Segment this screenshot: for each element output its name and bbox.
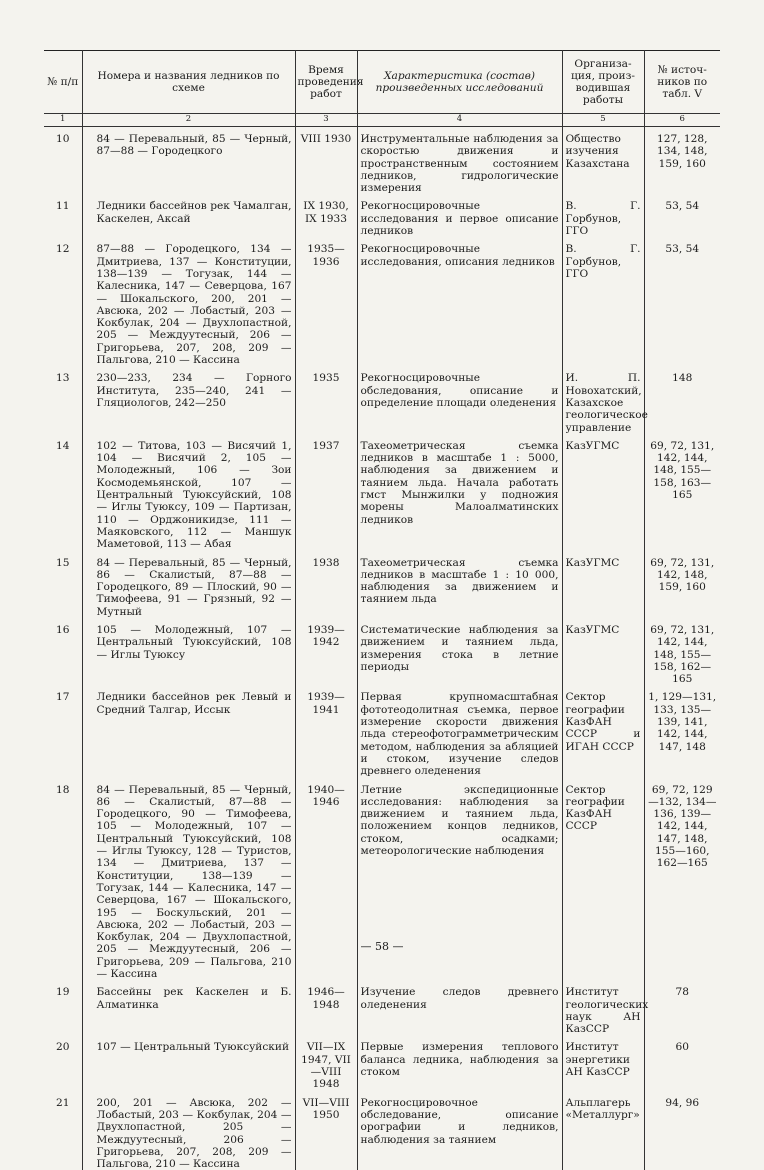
work-period: 1938 <box>295 551 357 618</box>
table-row <box>44 1091 720 1170</box>
glacier-names: 230—233, 234 — Горного Института, 235—240, 241 — Гляциологов, 242—250 <box>82 366 295 433</box>
research-description: Рекогносцировочные исследования, описания ледников <box>357 237 562 366</box>
table-row <box>44 366 720 433</box>
work-period: 1937 <box>295 434 357 551</box>
organization: В. Г. Горбунов, ГГО <box>562 194 644 237</box>
glacier-names: 84 — Перевальный, 85 — Черный, 86 — Скалистый, 87—88 — Городецкого, 89 — Плоский, 90 — Тимофеева, 91 — Грязный, 92 — Мутный <box>82 551 295 618</box>
row-number: 18 <box>44 778 82 981</box>
table-row <box>44 980 720 1035</box>
research-description: Первые измерения теплового баланса ледника, наблюдения за стоком <box>357 1035 562 1090</box>
research-description: Тахеометрическая съемка ледников в масштабе 1 : 10 000, наблюдения за движением и таянием льда <box>357 551 562 618</box>
organization: КазУГМС <box>562 551 644 618</box>
row-number: 10 <box>44 127 82 195</box>
glacier-names: 84 — Перевальный, 85 — Черный, 87—88 — Городецкого <box>82 127 295 195</box>
column-number: 5 <box>562 114 644 127</box>
source-numbers: 69, 72, 129—132, 134—136, 139—142, 144, 147, 148, 155—160, 162—165 <box>644 778 720 981</box>
page-number: — 58 — <box>0 940 764 953</box>
header-src: № источ-ников по табл. V <box>644 51 720 114</box>
work-period: 1939—1941 <box>295 685 357 777</box>
column-number: 6 <box>644 114 720 127</box>
row-number: 17 <box>44 685 82 777</box>
glacier-names: Ледники бассейнов рек Левый и Средний Талгар, Иссык <box>82 685 295 777</box>
column-number: 4 <box>357 114 562 127</box>
organization: Сектор географии КазФАН СССР <box>562 778 644 981</box>
organization: КазУГМС <box>562 618 644 685</box>
source-numbers: 127, 128, 134, 148, 159, 160 <box>644 127 720 195</box>
row-number: 13 <box>44 366 82 433</box>
organization: Институт геологических наук АН КазССР <box>562 980 644 1035</box>
research-description: Тахеометрическая съемка ледников в масштабе 1 : 5000, наблюдения за движением и таянием льда. Начала работать гмст Мынжилки у подножия морены Малоалматинских ледников <box>357 434 562 551</box>
source-numbers: 69, 72, 131, 142, 144, 148, 155—158, 162—165 <box>644 618 720 685</box>
header-num: № п/п <box>44 51 82 114</box>
table-row <box>44 1035 720 1090</box>
glacier-research-table <box>44 50 720 1170</box>
work-period: VIII 1930 <box>295 127 357 195</box>
source-numbers: 148 <box>644 366 720 433</box>
source-numbers: 94, 96 <box>644 1091 720 1170</box>
work-period: 1935 <box>295 366 357 433</box>
glacier-names: 87—88 — Городецкого, 134 — Дмитриева, 137 — Конституции, 138—139 — Тогузак, 144 — Калесника, 147 — Северцова, 167 — Шокальского, 200, 201 — Авсюка, 202 — Лобастый, 203 — Кокбулак, 204 — Двухлопастной, 205 — Междуутесный, 206 — Григорьева, 207, 208, 209 — Пальгова, 210 — Кассина <box>82 237 295 366</box>
header-org: Организа-ция, произ-водившая работы <box>562 51 644 114</box>
table-row <box>44 194 720 237</box>
research-description: Летние экспедиционные исследования: наблюдения за движением и таянием льда, положением концов ледников, стоком, осадками; метеорологические наблюдения <box>357 778 562 981</box>
glacier-names: Бассейны рек Каскелен и Б. Алматинка <box>82 980 295 1035</box>
research-description: Систематические наблюдения за движением и таянием льда, измерения стока в летние периоды <box>357 618 562 685</box>
header-names: Номера и названия ледников по схеме <box>82 51 295 114</box>
organization: КазУГМС <box>562 434 644 551</box>
row-number: 20 <box>44 1035 82 1090</box>
organization: В. Г. Горбунов, ГГО <box>562 237 644 366</box>
table-row <box>44 434 720 551</box>
research-description: Рекогносцировочные исследования и первое описание ледников <box>357 194 562 237</box>
organization: Институт энергетики АН КазССР <box>562 1035 644 1090</box>
glacier-names: 107 — Центральный Туюксуйский <box>82 1035 295 1090</box>
glacier-names: 200, 201 — Авсюка, 202 — Лобастый, 203 — Кокбулак, 204 — Двухлопастной, 205 — Междуутесный, 206 — Григорьева, 207, 208, 209 — Пальгова, 210 — Кассина <box>82 1091 295 1170</box>
row-number: 15 <box>44 551 82 618</box>
source-numbers: 69, 72, 131, 142, 144, 148, 155—158, 163—165 <box>644 434 720 551</box>
organization: Альплагерь «Металлург» <box>562 1091 644 1170</box>
column-number-row <box>44 114 720 127</box>
work-period: VII—IX 1947, VII—VIII 1948 <box>295 1035 357 1090</box>
organization: Общество изучения Казахстана <box>562 127 644 195</box>
source-numbers: 53, 54 <box>644 194 720 237</box>
document-page <box>44 50 720 1170</box>
table-row <box>44 237 720 366</box>
row-number: 11 <box>44 194 82 237</box>
source-numbers: 69, 72, 131, 142, 148, 159, 160 <box>644 551 720 618</box>
table-row <box>44 551 720 618</box>
column-number: 1 <box>44 114 82 127</box>
work-period: VII—VIII 1950 <box>295 1091 357 1170</box>
research-description: Инструментальные наблюдения за скоростью движения и пространственным состоянием ледников, гидрологические измерения <box>357 127 562 195</box>
row-number: 19 <box>44 980 82 1035</box>
work-period: 1940—1946 <box>295 778 357 981</box>
source-numbers: 78 <box>644 980 720 1035</box>
organization: И. П. Новохатский, Казахское геологическое управление <box>562 366 644 433</box>
work-period: 1935—1936 <box>295 237 357 366</box>
source-numbers: 53, 54 <box>644 237 720 366</box>
column-number: 3 <box>295 114 357 127</box>
glacier-names: 102 — Титова, 103 — Висячий 1, 104 — Висячий 2, 105 — Молодежный, 106 — Зои Космодемьянской, 107 — Центральный Туюксуйский, 108 — Иглы Туюксу, 109 — Партизан, 110 — Орджоникидзе, 111 — Маяковского, 112 — Маншук Маметовой, 113 — Абая <box>82 434 295 551</box>
work-period: IX 1930, IX 1933 <box>295 194 357 237</box>
table-row <box>44 618 720 685</box>
row-number: 12 <box>44 237 82 366</box>
table-row <box>44 127 720 195</box>
glacier-names: 84 — Перевальный, 85 — Черный, 86 — Скалистый, 87—88 — Городецкого, 90 — Тимофеева, 105 — Молодежный, 107 — Центральный Туюксуйский, 108 — Иглы Туюксу, 128 — Туристов, 134 — Дмитриева, 137 — Конституции, 138—139 — Тогузак, 144 — Калесника, 147 — Северцова, 167 — Шокальского, 195 — Боскульский, 201 — Авсюка, 202 — Лобастый, 203 — Кокбулак, 204 — Двухлопастной, 205 — Междуутесный, 206 — Григорьева, 209 — Пальгова, 210 — Кассина <box>82 778 295 981</box>
header-desc: Характеристика (состав) произведенных исследований <box>357 51 562 114</box>
research-description: Рекогносцировочное обследование, описание орографии и ледников, наблюдения за таянием <box>357 1091 562 1170</box>
organization: Сектор географии КазФАН СССР и ИГАН СССР <box>562 685 644 777</box>
glacier-names: 105 — Молодежный, 107 — Центральный Туюксуйский, 108 — Иглы Туюксу <box>82 618 295 685</box>
table-row <box>44 685 720 777</box>
column-number: 2 <box>82 114 295 127</box>
work-period: 1946—1948 <box>295 980 357 1035</box>
header-time: Время проведения работ <box>295 51 357 114</box>
row-number: 14 <box>44 434 82 551</box>
research-description: Первая крупномасштабная фототеодолитная съемка, первое измерение скорости движения льда стереофотограмметрическим методом, наблюдения за абляцией и стоком, изучение следов древнего оледенения <box>357 685 562 777</box>
row-number: 21 <box>44 1091 82 1170</box>
row-number: 16 <box>44 618 82 685</box>
table-body <box>44 127 720 1170</box>
research-description: Рекогносцировочные обследования, описание и определение площади оледенения <box>357 366 562 433</box>
source-numbers: 1, 129—131, 133, 135—139, 141, 142, 144, 147, 148 <box>644 685 720 777</box>
header-row <box>44 51 720 114</box>
glacier-names: Ледники бассейнов рек Чамалган, Каскелен, Аксай <box>82 194 295 237</box>
work-period: 1939—1942 <box>295 618 357 685</box>
research-description: Изучение следов древнего оледенения <box>357 980 562 1035</box>
source-numbers: 60 <box>644 1035 720 1090</box>
